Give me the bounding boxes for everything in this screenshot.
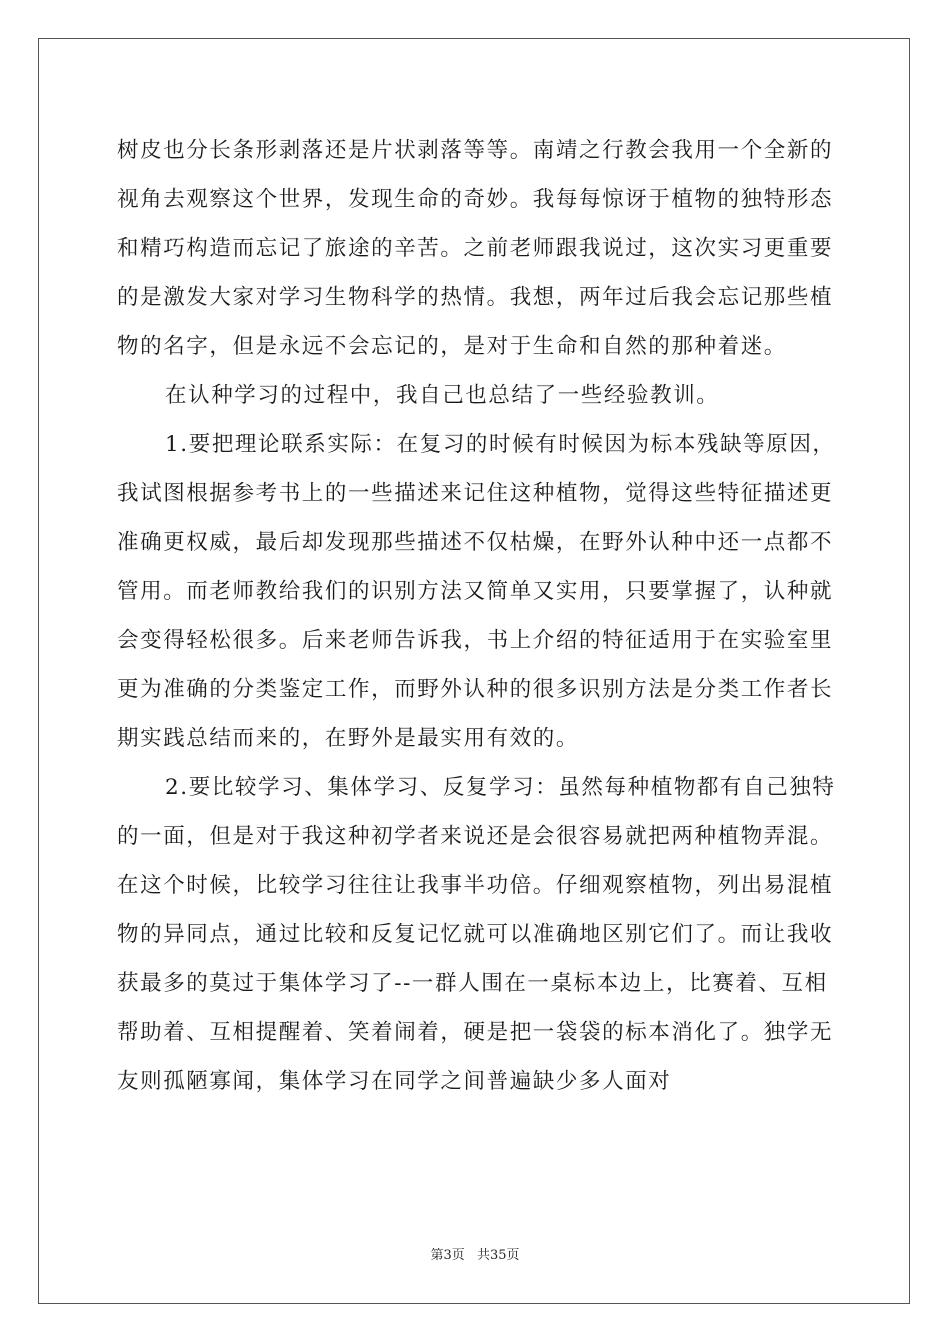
paragraph-continued: 树皮也分长条形剥落还是片状剥落等等。南靖之行教会我用一个全新的视角去观察这个世界，发现生命的奇妙。我每每惊讶于植物的独特形态和精巧构造而忘记了旅途的辛苦。之前老师跟我说过，这次实习更重要的是激发大家对学习生物科学的热情。我想，两年过后我会忘记那些植物的名字，但是永远不会忘记的，是对于生命和自然的那种着迷。 xyxy=(117,138,834,359)
document-body xyxy=(117,126,837,1106)
page-footer xyxy=(0,1246,950,1266)
paragraph-point-2: 2.要比较学习、集体学习、反复学习：虽然每种植物都有自己独特的一面，但是对于我这种初学者来说还是会很容易就把两种植物弄混。在这个时候，比较学习往往让我事半功倍。仔细观察植物，列出易混植物的异同点，通过比较和反复记忆就可以准确地区别它们了。而让我收获最多的莫过于集体学习了--一群人围在一桌标本边上，比赛着、互相帮助着、互相提醒着、笑着闹着，硬是把一袋袋的标本消化了。独学无友则孤陋寡闻，集体学习在同学之间普遍缺少多人面对 xyxy=(117,775,836,1094)
page-number-current: 第3页 xyxy=(430,1248,465,1263)
page-number-total: 共35页 xyxy=(476,1248,520,1263)
paragraph-point-1: 1.要把理论联系实际：在复习的时候有时候因为标本残缺等原因，我试图根据参考书上的一些描述来记住这种植物，觉得这些特征描述更准确更权威，最后却发现那些描述不仅枯燥，在野外认种中还一点都不管用。而老师教给我们的识别方法又简单又实用，只要掌握了，认种就会变得轻松很多。后来老师告诉我，书上介绍的特征适用于在实验室里更为准确的分类鉴定工作，而野外认种的很多识别方法是分类工作者长期实践总结而来的，在野外是最实用有效的。 xyxy=(117,432,836,751)
paragraph-intro: 在认种学习的过程中，我自己也总结了一些经验教训。 xyxy=(165,383,720,408)
